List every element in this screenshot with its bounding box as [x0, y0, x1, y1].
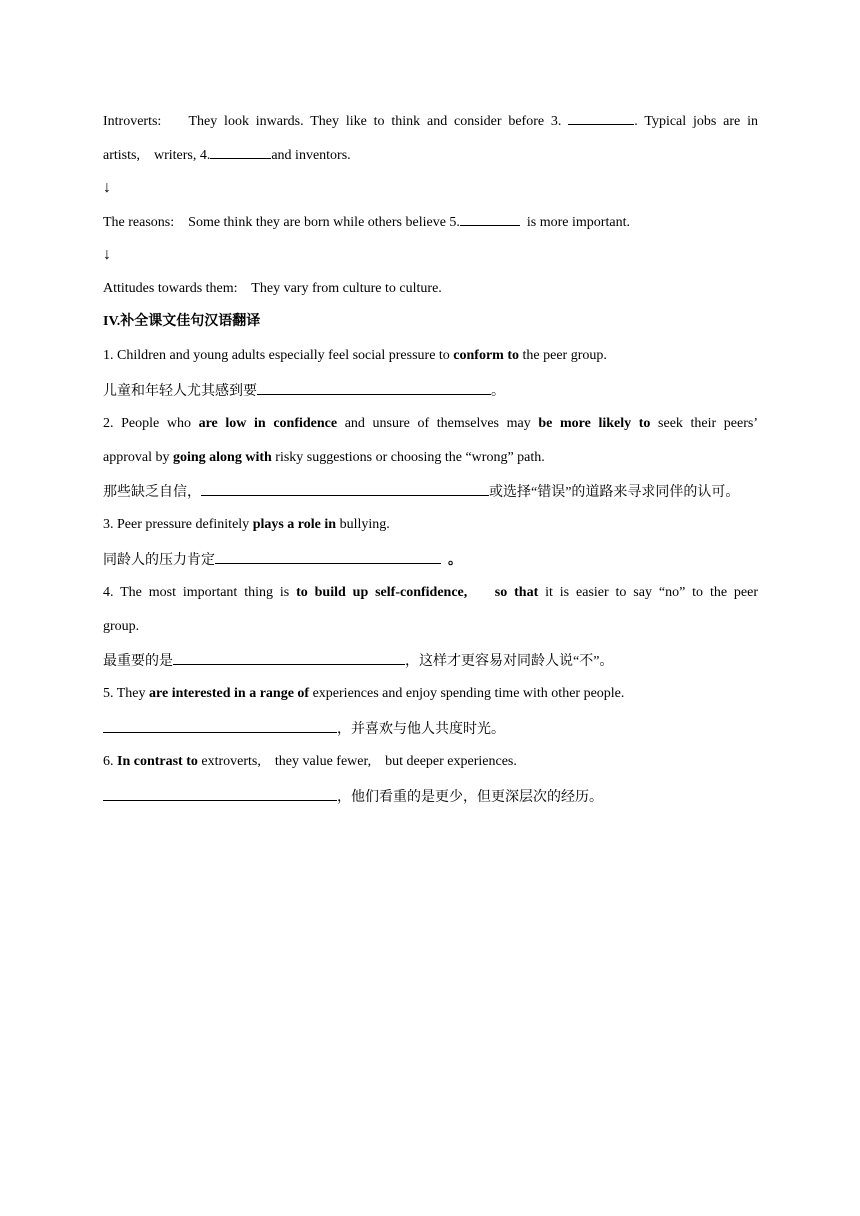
item-1-text: 1. Children and young adults especially feel social pressure to — [103, 348, 454, 363]
item-3-answer-blank[interactable] — [215, 550, 441, 564]
reasons-text-end: is more important. — [526, 215, 630, 230]
item-3-text-end: bullying. — [336, 517, 390, 532]
item-6-text-end: but deeper experiences. — [385, 754, 517, 769]
item-2-english-cont — [103, 449, 758, 467]
item-5-zh-end: ，并喜欢与他人共度时光。 — [337, 722, 505, 737]
item-2-phrase-2: be more likely to — [538, 416, 651, 431]
introverts-text: They look inwards. They like to think and consider before 3. — [188, 114, 562, 129]
blank-4[interactable] — [210, 145, 271, 159]
introverts-text-end: . Typical jobs are in — [634, 114, 758, 129]
item-4-phrase-1: to build up self-confidence, — [296, 585, 468, 600]
item-5-english — [103, 685, 758, 703]
blank-5[interactable] — [460, 212, 520, 226]
item-3-text: 3. Peer pressure definitely — [103, 517, 253, 532]
item-3-zh: 同龄人的压力肯定 — [103, 553, 215, 568]
reasons-line — [103, 212, 758, 232]
item-3-phrase: plays a role in — [252, 517, 337, 532]
item-4-phrase-2: so that — [494, 585, 539, 600]
item-6-english — [103, 753, 758, 771]
item-1-text-end: the peer group. — [519, 348, 607, 363]
item-2-phrase-3: going along with — [172, 450, 272, 465]
item-5-answer-blank[interactable] — [103, 719, 337, 733]
item-2-text: 2. People who — [103, 416, 199, 431]
item-1-phrase: conform to — [453, 348, 519, 363]
item-4-chinese — [103, 651, 758, 671]
item-5-chinese — [103, 719, 758, 739]
item-4-text-end: it is easier to say “no” to the peer — [538, 585, 759, 600]
item-2-zh-end: 或选择“错误”的道路来寻求同伴的认可。 — [489, 485, 740, 500]
item-4-answer-blank[interactable] — [173, 651, 405, 665]
item-5-text: 5. They — [103, 686, 150, 701]
item-4-english-cont: group. — [103, 619, 140, 634]
introverts-cont-line — [103, 145, 758, 165]
jobs-artists: artists, — [103, 148, 140, 163]
item-1-answer-blank[interactable] — [257, 381, 491, 395]
item-3-chinese — [103, 550, 758, 570]
item-1-zh-end: 。 — [491, 384, 505, 399]
item-6-chinese — [103, 787, 758, 807]
reasons-label: The reasons: — [103, 215, 175, 230]
introverts-label: Introverts: — [103, 114, 162, 129]
item-2-english — [103, 415, 758, 433]
item-1-zh: 儿童和年轻人尤其感到要 — [103, 384, 257, 399]
item-6-text-mid: they value fewer, — [274, 754, 372, 769]
arrow-down-icon: ↓ — [103, 179, 111, 196]
item-2-answer-blank[interactable] — [201, 482, 489, 496]
item-4-zh-end: ，这样才更容易对同龄人说“不”。 — [405, 654, 614, 669]
item-2-text-mid: and unsure of themselves may — [337, 416, 539, 431]
item-6-text: extroverts, — [197, 754, 261, 769]
attitudes-line — [103, 280, 758, 298]
item-6-number: 6. — [103, 754, 117, 769]
item-5-text-end: experiences and enjoy spending time with other people. — [309, 686, 625, 701]
item-2-phrase-1: are low in confidence — [198, 416, 338, 431]
item-4-text: 4. The most important thing is — [103, 585, 297, 600]
item-1-english — [103, 347, 758, 365]
jobs-inventors: and inventors. — [271, 148, 351, 163]
jobs-writers: writers, 4. — [153, 148, 211, 163]
item-5-phrase: are interested in a range of — [149, 686, 310, 701]
item-2-zh: 那些缺乏自信， — [103, 485, 201, 500]
arrow-down-icon: ↓ — [103, 246, 111, 263]
introverts-line — [103, 111, 758, 131]
attitudes-text: They vary from culture to culture. — [251, 281, 442, 296]
blank-3[interactable] — [568, 111, 634, 125]
item-2-cont-end: risky suggestions or choosing the “wrong” path. — [271, 450, 545, 465]
item-6-answer-blank[interactable] — [103, 787, 337, 801]
attitudes-label: Attitudes towards them: — [103, 281, 238, 296]
item-6-zh-end: ，他们看重的是更少，但更深层次的经历。 — [337, 790, 603, 805]
item-2-chinese — [103, 482, 758, 502]
item-3-english — [103, 516, 758, 534]
reasons-text: Some think they are born while others believe 5. — [188, 215, 460, 230]
item-2-cont-text: approval by — [103, 450, 173, 465]
section-heading: IV.补全课文佳句汉语翻译 — [103, 314, 261, 329]
item-4-english — [103, 584, 758, 602]
item-1-chinese — [103, 381, 758, 401]
item-2-text-end: seek their peers’ — [650, 416, 759, 431]
item-3-zh-end: 。 — [448, 553, 462, 568]
item-4-zh: 最重要的是 — [103, 654, 173, 669]
item-6-phrase: In contrast to — [117, 754, 198, 769]
